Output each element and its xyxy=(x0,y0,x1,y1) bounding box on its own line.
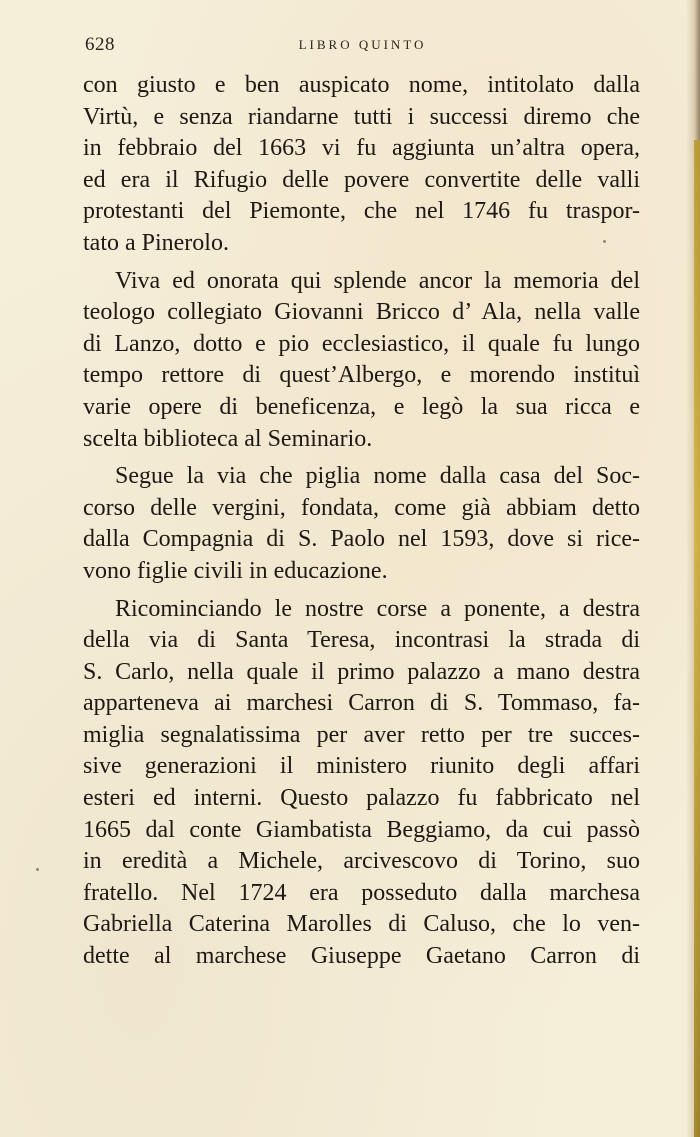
text-line: della via di Santa Teresa, incontrasi la strada di xyxy=(83,627,640,654)
text-line: miglia segnalatissima per aver retto per tre succes- xyxy=(83,721,640,748)
text-line: fratello. Nel 1724 era posseduto dalla marchesa xyxy=(83,879,640,906)
text-line: con giusto e ben auspicato nome, intitolato dalla xyxy=(83,72,640,98)
text-line: S. Carlo, nella quale il primo palazzo a mano destra xyxy=(83,658,640,685)
paragraph xyxy=(83,70,640,260)
text-line: scelta biblioteca al Seminario. xyxy=(83,425,373,452)
text-line: dette al marchese Giuseppe Gaetano Carron di xyxy=(83,943,640,970)
paragraph xyxy=(83,266,640,456)
text-line: varie opere di beneficenza, e legò la sua ricca e xyxy=(83,393,640,420)
text-line: Viva ed onorata qui splende ancor la memoria del xyxy=(115,267,640,294)
running-head: LIBRO QUINTO xyxy=(298,37,427,52)
paragraph xyxy=(83,461,640,587)
page-header xyxy=(85,34,640,58)
text-line: Ricominciando le nostre corse a ponente, a destra xyxy=(115,595,640,622)
paragraph xyxy=(83,594,640,973)
paper-speck xyxy=(36,868,39,871)
text-line: ed era il Rifugio delle povere convertite delle valli xyxy=(83,166,640,193)
text-line: esteri ed interni. Questo palazzo fu fabbricato nel xyxy=(83,785,640,812)
text-line: protestanti del Piemonte, che nel 1746 fu traspor- xyxy=(83,198,640,225)
text-line: sive generazioni il ministero riunito degli affari xyxy=(83,753,640,780)
paper-speck xyxy=(603,240,606,243)
text-line: Segue la via che piglia nome dalla casa del Soc- xyxy=(115,463,640,490)
page-edge-band xyxy=(694,140,700,1137)
page-number: 628 xyxy=(85,34,115,55)
text-line: teologo collegiato Giovanni Bricco d’ Ala, nella valle xyxy=(83,299,640,326)
text-line: 1665 dal conte Giambatista Beggiamo, da cui passò xyxy=(83,816,640,843)
text-line: tato a Pinerolo. xyxy=(83,229,229,256)
text-line: di Lanzo, dotto e pio ecclesiastico, il quale fu lungo xyxy=(83,330,640,357)
text-line: vono figlie civili in educazione. xyxy=(83,557,388,584)
text-line: dalla Compagnia di S. Paolo nel 1593, dove si rice- xyxy=(83,526,640,553)
text-line: Virtù, e senza riandarne tutti i successi diremo che xyxy=(83,103,640,130)
text-line: tempo rettore di quest’Albergo, e morendo instituì xyxy=(83,362,640,389)
text-line: corso delle vergini, fondata, come già abbiam detto xyxy=(83,494,640,521)
text-line: in eredità a Michele, arcivescovo di Torino, suo xyxy=(83,848,640,875)
text-line: Gabriella Caterina Marolles di Caluso, che lo ven- xyxy=(83,911,640,938)
body-text xyxy=(83,70,640,973)
text-line: in febbraio del 1663 vi fu aggiunta un’altra opera, xyxy=(83,135,640,162)
text-line: apparteneva ai marchesi Carron di S. Tommaso, fa- xyxy=(83,690,640,717)
